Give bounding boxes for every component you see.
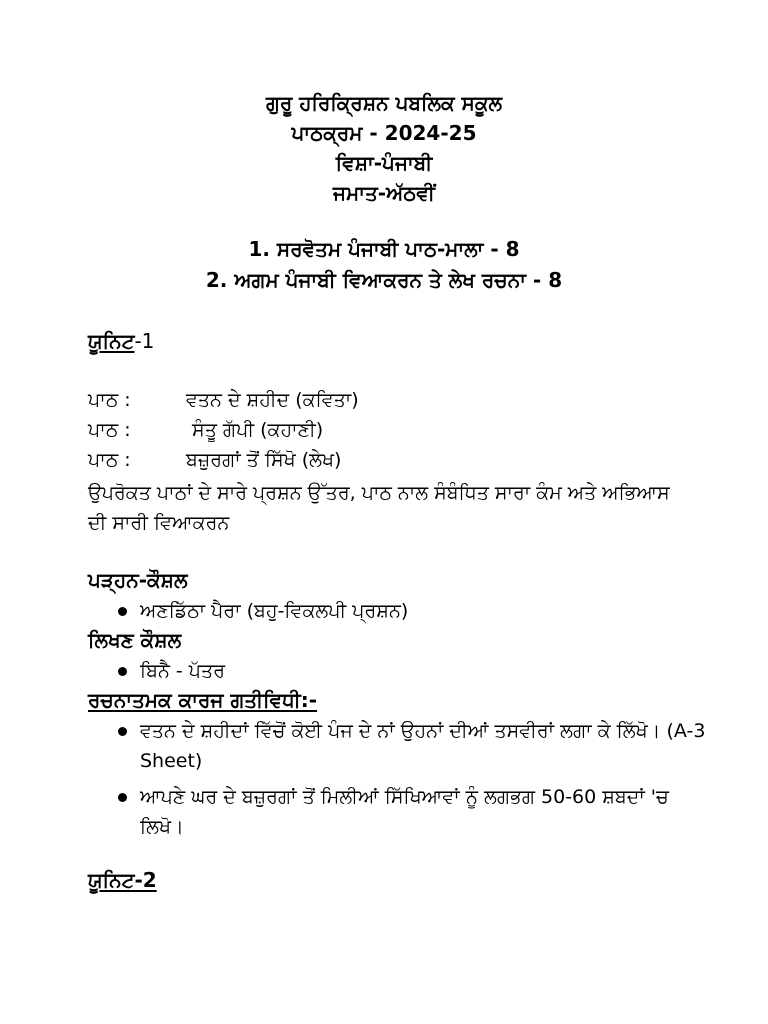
writing-skill-list: [88, 656, 708, 686]
list-item: [88, 716, 708, 776]
lesson-title: ਸੰਤੂ ਗੱਪੀ (ਕਹਾਣੀ): [186, 419, 324, 441]
creative-activity-heading: ਰਚਨਾਤਮਕ ਕਾਰਜ ਗਤੀਵਿਧੀ:-: [88, 688, 318, 712]
lesson-title: ਵਤਨ ਦੇ ਸ਼ਹੀਦ (ਕਵਿਤਾ): [186, 389, 359, 411]
list-item-text: ਵਤਨ ਦੇ ਸ਼ਹੀਦਾਂ ਵਿੱਚੋਂ ਕੋਈ ਪੰਜ ਦੇ ਨਾਂ ਉਹਨਾਂ ਦੀਆਂ ਤਸਵੀਰਾਂ ਲਗਾ ਕੇ ਲਿੱਖੋ। (A-3 Sheet): [140, 720, 706, 772]
lesson-title: ਬਜ਼ੁਰਗਾਂ ਤੋਂ ਸਿੱਖੋ (ਲੇਖ): [186, 449, 342, 471]
book-list: [0, 234, 768, 296]
unit-1-title: ਯੂਨਿਟ: [88, 329, 135, 353]
book-item: 1. ਸਰਵੋਤਮ ਪੰਜਾਬੀ ਪਾਠ-ਮਾਲਾ - 8: [248, 237, 520, 261]
list-item-text: ਬਿਨੈ - ਪੱਤਰ: [140, 660, 225, 682]
school-name: ਗੁਰੂ ਹਰਿਕ੍ਰਿਸ਼ਨ ਪਬਲਿਕ ਸਕੂਲ: [265, 91, 503, 115]
subject-line: ਵਿਸ਼ਾ-ਪੰਜਾਬੀ: [335, 151, 433, 175]
lesson-label: ਪਾਠ :: [88, 449, 131, 471]
list-item: [88, 596, 708, 626]
lesson-label: ਪਾਠ :: [88, 419, 131, 441]
creative-activity-list: [88, 716, 708, 848]
unit-1-heading: [88, 327, 154, 355]
lesson-row: [88, 386, 359, 414]
reading-skill-heading: ਪੜ੍ਹਨ-ਕੌਸ਼ਲ: [88, 568, 188, 592]
lesson-label: ਪਾਠ :: [88, 389, 131, 411]
document-header: [0, 88, 768, 208]
writing-skill-heading: ਲਿਖਣ ਕੌਸ਼ਲ: [88, 628, 182, 652]
bullet-icon: [118, 793, 127, 802]
class-line: ਜਮਾਤ-ਅੱਠਵੀਂ: [333, 181, 435, 205]
book-item: 2. ਅਗਮ ਪੰਜਾਬੀ ਵਿਆਕਰਨ ਤੇ ਲੇਖ ਰਚਨਾ - 8: [205, 268, 563, 292]
bullet-icon: [118, 727, 127, 736]
unit-1-number: -1: [134, 329, 155, 353]
bullet-icon: [118, 607, 127, 616]
list-item: [88, 656, 708, 686]
list-item-text: ਆਪਣੇ ਘਰ ਦੇ ਬਜ਼ੁਰਗਾਂ ਤੋਂ ਮਿਲੀਆਂ ਸਿੱਖਿਆਵਾਂ ਨੂੰ ਲਗਭਗ 50-60 ਸ਼ਬਦਾਂ 'ਚ ਲਿਖੋ।: [140, 786, 669, 838]
lesson-note: ਉਪਰੋਕਤ ਪਾਠਾਂ ਦੇ ਸਾਰੇ ਪ੍ਰਸ਼ਨ ਉੱਤਰ, ਪਾਠ ਨਾਲ ਸੰਬੰਧਿਤ ਸਾਰਾ ਕੰਮ ਅਤੇ ਅਭਿਆਸ ਦੀ ਸਾਰੀ ਵਿਆਕਰਨ: [88, 482, 670, 534]
lesson-row: [88, 416, 323, 444]
syllabus-year: ਪਾਠਕ੍ਰਮ - 2024-25: [291, 121, 477, 145]
lesson-row: [88, 446, 341, 474]
bullet-icon: [118, 667, 127, 676]
list-item: [88, 782, 708, 842]
unit-2-heading: ਯੂਨਿਟ-2: [88, 868, 157, 892]
reading-skill-list: [88, 596, 708, 626]
list-item-text: ਅਣਡਿੱਠਾ ਪੈਰਾ (ਬਹੁ-ਵਿਕਲਪੀ ਪ੍ਰਸ਼ਨ): [140, 600, 409, 622]
